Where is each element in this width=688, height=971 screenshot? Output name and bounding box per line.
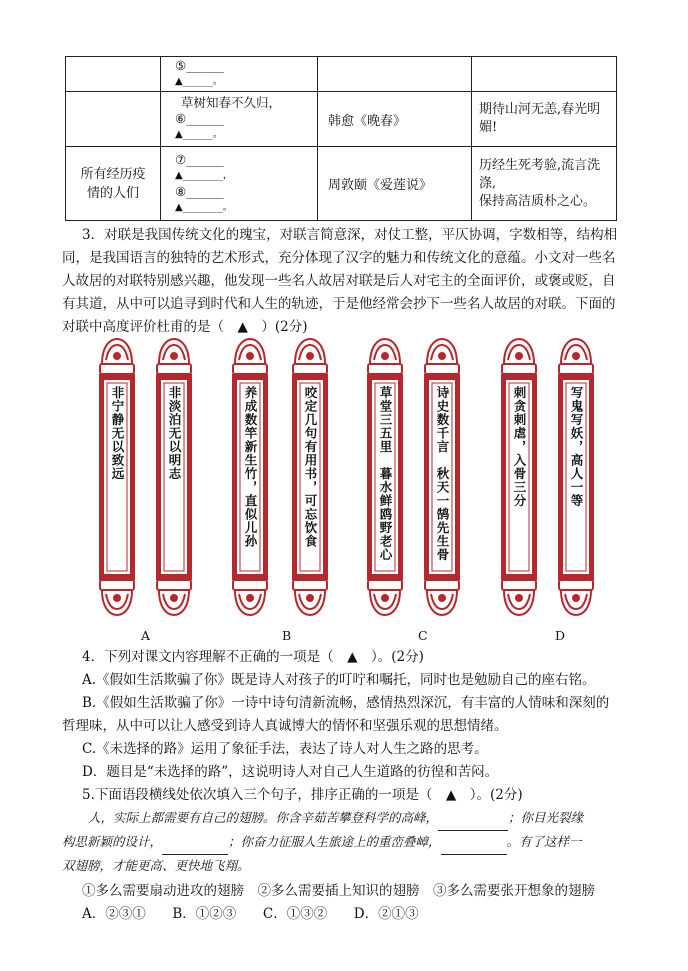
couplet-text: 写鬼写妖，高人一等 — [569, 386, 584, 508]
target-people: 所有经历疫情的人们 — [80, 166, 146, 201]
cell-target-3 — [66, 147, 161, 221]
wish-1: 期待山河无恙,春光明媚! — [472, 92, 617, 147]
poem-table — [65, 56, 617, 221]
q5-p2a: 构思新颖的设计， — [62, 834, 163, 849]
q5-p2c: 。有了这样一 — [506, 834, 582, 849]
answer-7: ⑦______ — [175, 151, 224, 167]
choice-b[interactable]: B．①②③ — [172, 906, 237, 922]
couplet-scroll-b-left — [229, 336, 271, 618]
q5-passage-line-3: 双翅膀，才能更高、更快地飞翔。 — [62, 858, 250, 873]
wish-2-line-1: 历经生死考验,流言洗涤, — [479, 157, 601, 191]
q4-option-b-line-2: 哲理味，从中可以让人感受到诗人真诚博大的情怀和坚强乐观的思想情绪。 — [62, 718, 508, 734]
q3-line-2: 同，是我国语言的独特的艺术形式，充分体现了汉字的魅力和传统文化的意蕴。小文对一些名 — [62, 250, 616, 266]
q5-p1a: 人，实际上都需要有自己的翅膀。你含辛茹苦攀登科学的高峰， — [88, 810, 439, 825]
q4-option-c: C.《未选择的路》运用了象征手法，表达了诗人对人生之路的思考。 — [82, 741, 488, 757]
couplet-scroll-a-right — [153, 336, 195, 618]
blank-8: ▲________。 — [175, 201, 233, 213]
q3-line-1: 3．对联是我国传统文化的瑰宝，对联言简意深，对仗工整，平仄协调，字数相等，结构相 — [82, 227, 618, 243]
blank-7: ▲________， — [175, 169, 233, 181]
poem-line-6: 草树知春不久归， — [181, 95, 282, 110]
q4-option-a: A.《假如生活欺骗了你》既是诗人对孩子的叮咛和嘱托，同时也是勉励自己的座右铭。 — [82, 672, 596, 688]
cell-target-1 — [66, 57, 161, 92]
cell-wish-1 — [472, 57, 617, 92]
q3-line-5: 对联中高度评价杜甫的是（ ▲ ）(2分) — [62, 319, 308, 335]
cell-author-1 — [318, 57, 472, 92]
passage-blank-1[interactable] — [438, 806, 508, 831]
author-zhou-dunyi: 周敦颐《爱莲说》 — [318, 147, 472, 221]
q4-option-d: D．题目是“未选择的路”，这说明诗人对自己人生道路的彷徨和苦闷。 — [82, 764, 499, 780]
q5-choices — [62, 903, 622, 926]
choice-a[interactable]: A．②③① — [82, 906, 146, 922]
blank-5: ▲______。 — [175, 76, 223, 87]
couplet-scroll-c-right — [421, 336, 463, 618]
couplet-label-c: C — [418, 628, 428, 643]
couplet-text: 非宁静无以致远 — [110, 386, 125, 481]
cell-lines-5 — [161, 57, 318, 92]
q5-stem: 5.下面语段横线处依次填入三个句子，排序正确的一项是（ ▲ ）。(2分) — [82, 787, 523, 803]
couplet-scroll-d-left — [498, 336, 540, 618]
couplet-label-d: D — [555, 628, 566, 643]
q3-line-3: 人故居的对联特别感兴趣，他发现一些名人故居对联是后人对宅主的全面评价，或褒或贬，自 — [62, 273, 616, 289]
answer-6: ⑥______ — [175, 111, 224, 126]
q5-options: ①多么需要扇动进攻的翅膀 ②多么需要插上知识的翅膀 ③多么需要张开想象的翅膀 — [82, 883, 595, 899]
couplet-text: 草堂三五里 暮水鲜鸥野老心 — [378, 386, 393, 562]
blank-6: ▲______。 — [175, 129, 223, 140]
couplet-label-b: B — [282, 628, 292, 643]
couplet-scroll-d-right — [555, 336, 597, 618]
wish-2-line-2: 保持高洁质朴之心。 — [479, 193, 597, 209]
answer-8: ⑧______ — [175, 183, 224, 199]
answer-5: ⑤______ — [175, 58, 224, 73]
choice-d[interactable]: D．②①③ — [353, 906, 419, 922]
q5-passage-line-1 — [62, 806, 624, 831]
q5-p2b: ；你奋力征服人生旅途上的重峦叠嶂， — [228, 834, 441, 849]
couplet-text: 诗史数千言 秋天一鹄先生骨 — [435, 386, 450, 562]
q5-passage-line-2 — [62, 830, 624, 855]
q3-text — [62, 224, 622, 247]
cell-lines-6 — [161, 92, 318, 147]
author-han-yu: 韩愈《晚春》 — [318, 92, 472, 147]
choice-c[interactable]: C．①③② — [262, 906, 328, 922]
couplet-text: 非淡泊无以明志 — [167, 386, 182, 481]
couplet-text: 咬定几句有用书，可忘饮食 — [303, 386, 318, 548]
cell-lines-7-8 — [161, 147, 318, 221]
couplet-scroll-b-right — [289, 336, 331, 618]
q4-option-b-line-1: B.《假如生活欺骗了你》一诗中诗句清新流畅，感情热烈深沉，有丰富的人情味和深刻的 — [82, 695, 610, 711]
q5-p1b: ；你目光裂缘 — [508, 810, 584, 825]
cell-target-2 — [66, 92, 161, 147]
couplet-text: 养成数竿新生竹，直似儿孙 — [243, 386, 258, 548]
passage-blank-2[interactable] — [162, 830, 228, 855]
couplet-label-a: A — [141, 628, 151, 643]
couplet-text: 刺贪刺虐，入骨三分 — [512, 386, 527, 508]
passage-blank-3[interactable] — [441, 830, 507, 855]
q4-stem: 4．下列对课文内容理解不正确的一项是（ ▲ ）。(2分) — [82, 649, 424, 665]
cell-wish-2 — [472, 147, 617, 221]
couplet-scroll-c-left — [364, 336, 406, 618]
couplet-scroll-a-left — [96, 336, 138, 618]
q3-line-4: 有其道，从中可以追寻到时代和人生的轨迹，于是他经常会抄下一些名人故居的对联。下面的 — [62, 296, 616, 312]
